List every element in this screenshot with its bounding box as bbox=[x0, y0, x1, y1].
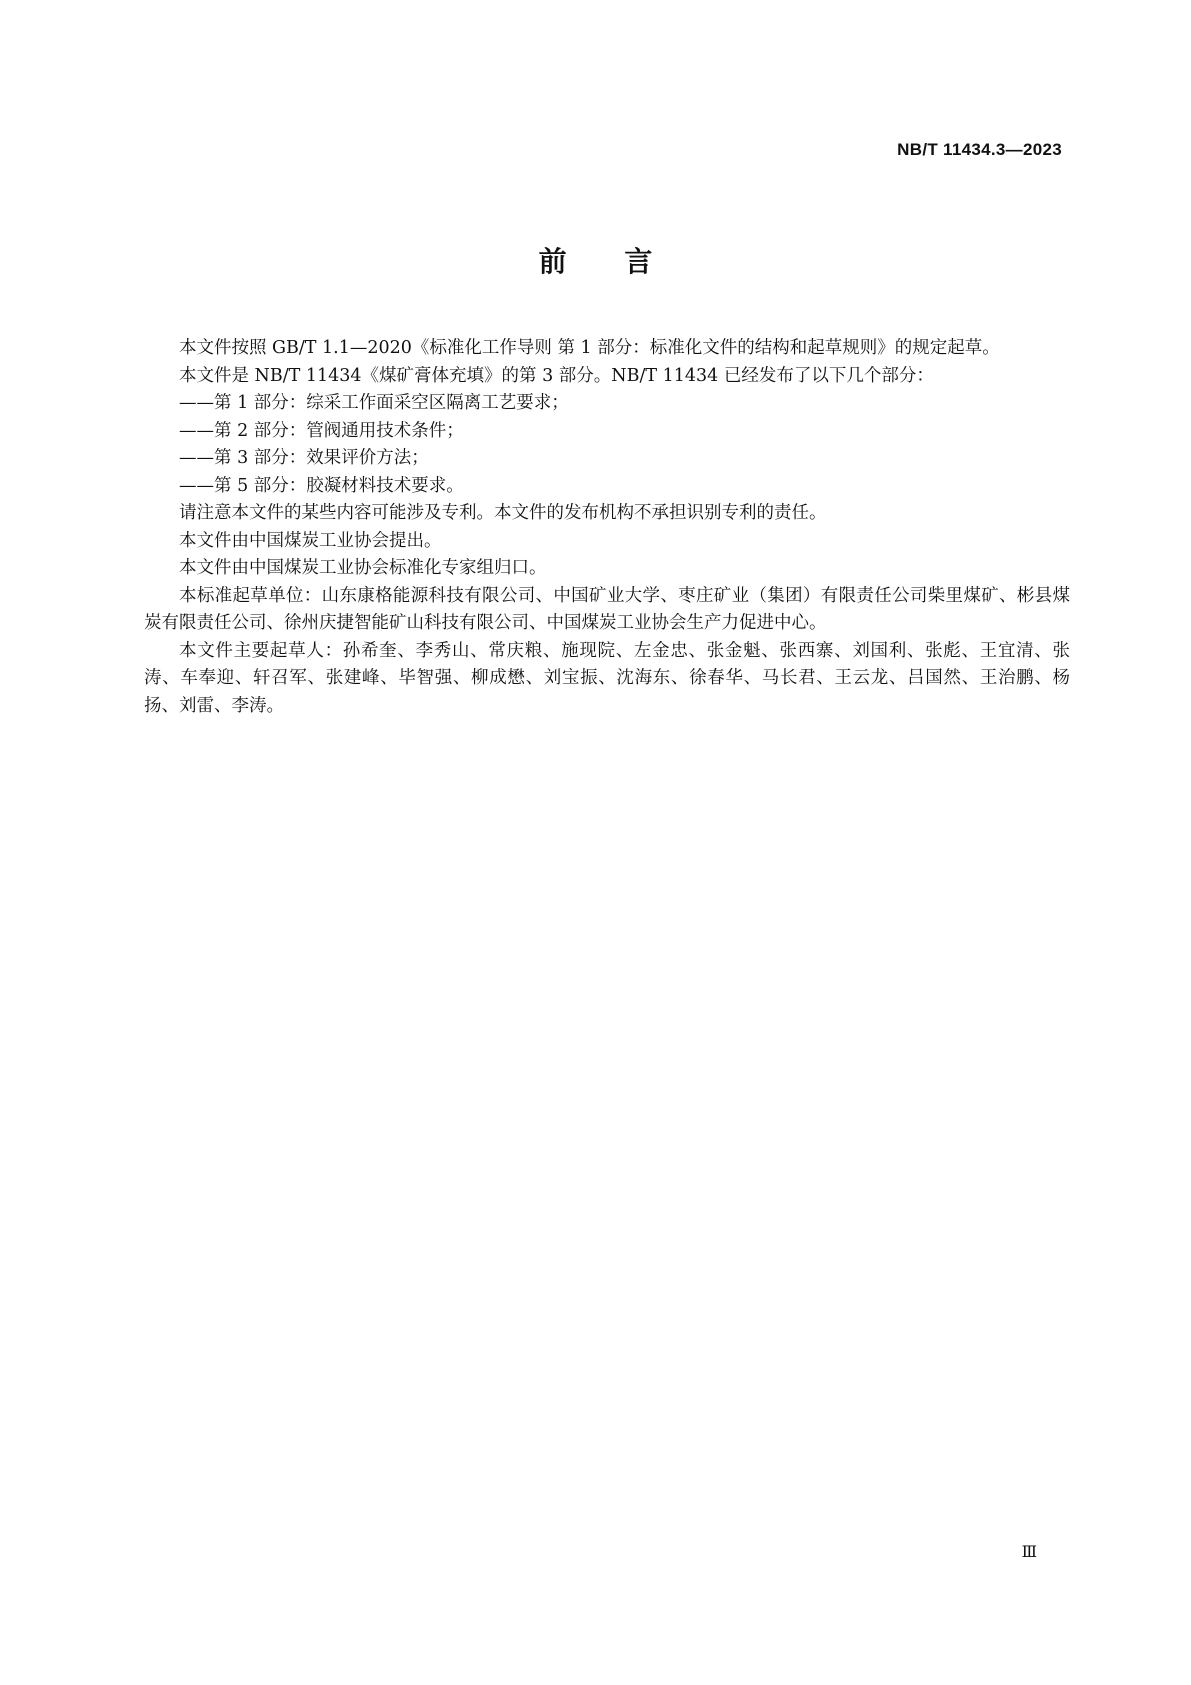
page-title: 前 言 bbox=[538, 245, 653, 278]
page-number: Ⅲ bbox=[1021, 1542, 1037, 1561]
foreword-body bbox=[144, 335, 1070, 720]
paragraph-drafting-basis: 本文件按照 GB/T 1.1—2020《标准化工作导则 第 1 部分：标准化文件的结构和起草规则》的规定起草。 bbox=[179, 338, 1000, 358]
paragraph-drafting-units: 本标准起草单位：山东康格能源科技有限公司、中国矿业大学、枣庄矿业（集团）有限责任公司柴里煤矿、彬县煤炭有限责任公司、徐州庆捷智能矿山科技有限公司、中国煤炭工业协会生产力促进中心。 bbox=[144, 585, 1070, 633]
paragraph-proposer: 本文件由中国煤炭工业协会提出。 bbox=[179, 530, 442, 551]
list-item-part-3: ——第 3 部分：效果评价方法； bbox=[179, 448, 429, 468]
paragraph-patent-notice: 请注意本文件的某些内容可能涉及专利。本文件的发布机构不承担识别专利的责任。 bbox=[179, 503, 827, 523]
list-item-part-1: ——第 1 部分：综采工作面采空区隔离工艺要求； bbox=[179, 393, 569, 413]
paragraph-series-intro: 本文件是 NB/T 11434《煤矿膏体充填》的第 3 部分。NB/T 11434 已经发布了以下几个部分： bbox=[179, 365, 934, 386]
paragraph-administrator: 本文件由中国煤炭工业协会标准化专家组归口。 bbox=[179, 558, 547, 578]
list-item-part-5: ——第 5 部分：胶凝材料技术要求。 bbox=[179, 475, 464, 496]
standard-code: NB/T 11434.3—2023 bbox=[897, 140, 1062, 159]
paragraph-drafters: 本文件主要起草人：孙希奎、李秀山、常庆粮、施现院、左金忠、张金魁、张西寨、刘国利、张彪、王宜清、张涛、车奉迎、轩召军、张建峰、毕智强、柳成懋、刘宝振、沈海东、徐春华、马长君、王云龙、吕国然、王治鹏、杨扬、刘雷、李涛。 bbox=[144, 640, 1070, 716]
list-item-part-2: ——第 2 部分：管阀通用技术条件； bbox=[179, 420, 464, 441]
